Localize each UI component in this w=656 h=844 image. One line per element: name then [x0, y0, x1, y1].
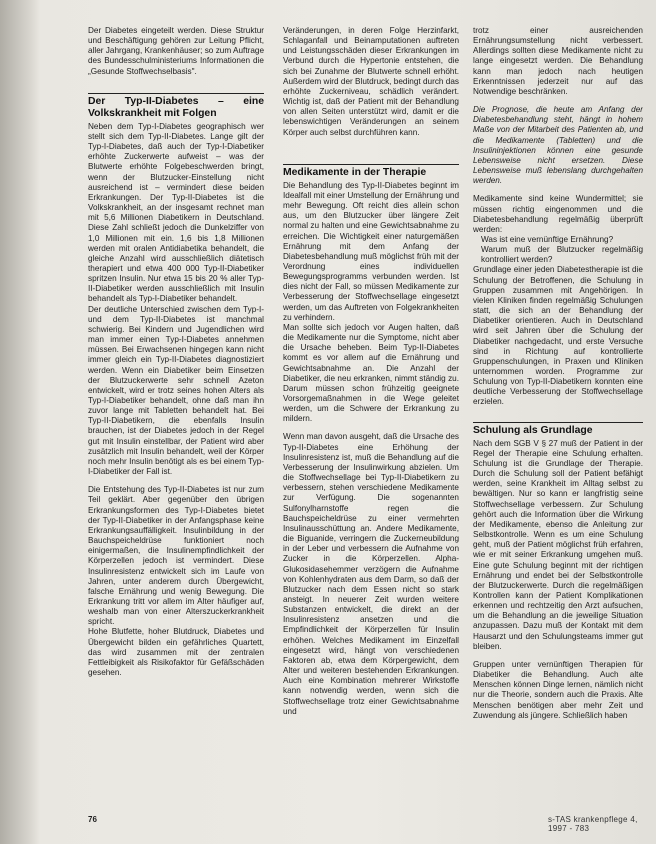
column2-para1: Die Behandlung des Typ-II-Diabetes beginnt im Idealfall mit einer Umstellung der Ernährung und mehr Bewegung. Oft reicht dies allein schon aus, um den Blutzucker über längere Zeit normal zu halten und eine Gewichtsabnahme zu erreichen. Die Wichtigkeit einer naturgemäßen Ernährung mit dem Anfang der Diabetesbehandlung muß möglichst früh mit der Verordnung eines individuellen Bewegungsprogramms verbunden werden. Ist dies nicht der Fall, so müssen Medikamente zur Verbesserung der Stoffwechsellage eingesetzt werden, um das Auftreten von Folgekrankheiten zu verhindern.	[283, 180, 459, 322]
column3-para2: Grundlage einer jeden Diabetestherapie ist die Schulung der Betroffenen, die Schulung in Gruppen zusammen mit Angehörigen. In vielen Kliniken finden regelmäßig Schulungen statt, die sich an der Behandlung der Diabetiker orientieren. Auch in Deutschland wird seit Jahren über die Schulung der Diabetiker nachgedacht, und erste Versuche sind in Richtung auf kontrollierte Gruppenschulungen, in Praxen und Kliniken unternommen worden. Programme zur Schulung von Typ-II-Diabetikern konnten eine deutliche Verbesserung der Stoffwechsellage erzielen.	[473, 265, 643, 407]
column1-para1: Neben dem Typ-I-Diabetes geographisch wer stellt sich dem Typ-II-Diabetes. Lange gilt der Typ-I-Diabetes, daß auch der Typ-I-Diabetiker erhöhte Zuckerwerte aufweist – was der Blutwerte erhöhte Folgebeschwerden bringt, wenn der Blutzucker-Einstellung nicht ausreichend ist – vermindert diese beiden Erkrankungen. Der Typ-II-Diabetes ist die Volkskrankheit, an der insgesamt rechnet man mit 5,6 Millionen Diabetikern in Deutschland. Diese Zahl schließt jedoch die Dunkelziffer von 1,0 Millionen mit ein. 1,6 bis 1,8 Millionen werden mit oralen Antidiabetika behandelt, die gleiche Anzahl wird ausschließlich diätetisch therapiert und etwa 400 000 Typ-II-Diabetiker spritzen Insulin. Nur etwa 15 bis 20 % aller Typ-II-Diabetiker werden ausschließlich mit Insulin behandelt als Typ-I-Diabetiker behandelt.	[88, 121, 264, 304]
column1-para2: Der deutliche Unterschied zwischen dem Typ-I- und dem Typ-II-Diabetes ist manchmal schwierig. Bei Kindern und Jugendlichen wird man immer einen Typ-I-Diabetes annehmen müssen. Bei Erwachsenen hingegen kann nicht immer gleich ein Typ-II-Diabetes diagnostiziert werden. Wenn ein Diabetiker beim Einsetzen der Blutzuckerwerte sehr schnell Azeton entwickelt, wird er trotz seines hohen Alters als Typ-I-Diabetiker behandelt, ohne daß man ihn zuvor lange mit Tabletten behandelt hat. Bei Typ-II-Diabetikern, die ebenfalls Insulin brauchen, ist der Diabetes jedoch in der Regel gut mit Insulin einstellbar, der Patient wird aber zusätzlich mit Insulin behandelt, weil der Körper noch mehr Insulin benötigt als es bei einem Typ-I-Diabetiker der Fall ist.	[88, 304, 264, 477]
page-number: 76	[88, 815, 97, 824]
column2-para3: Wenn man davon ausgeht, daß die Ursache des Typ-II-Diabetes eine Erhöhung der Insulinresistenz ist, muß die Behandlung auf die Verbesserung der Insulinwirkung abzielen. Um die Stoffwechsellage bei Typ-II-Diabetikern zu verbessern, stehen verschiedene Medikamente zur Verfügung. Die sogenannten Sulfonylharnstoffe regen die Bauchspeicheldrüse zu einer vermehrten Insulinausschüttung an. Andere Medikamente, die Biguanide, verringern die Zuckerneubildung in der Leber und verbessern die Aufnahme von Zucker in die Körperzellen. Alpha-Glukosidasehemmer verzögern die Aufnahme von Kohlenhydraten aus dem Darm, so daß der Blutzucker nach dem Essen nicht so stark ansteigt. In neuerer Zeit wurden weitere Substanzen entwickelt, die direkt an der Insulinresistenz ansetzen und die Empfindlichkeit der Körperzellen für Insulin erhöhen. Welches Medikament im Einzelfall eingesetzt wird, hängt von verschiedenen Faktoren ab, etwa dem Körpergewicht, dem Alter und weiteren bestehenden Erkrankungen. Auch eine Kombination mehrerer Wirkstoffe kann notwendig werden, wenn sich die Stoffwechsellage trotz einer Gewichtsabnahme und	[283, 432, 459, 716]
journal-source: s-TAS krankenpflege 4, 1997 - 783	[548, 815, 638, 833]
column-2	[283, 0, 459, 806]
section-rule	[473, 422, 643, 423]
heading-typ2-diabetes: Der Typ-II-Diabetes – eine Volkskrankheit mit Folgen	[88, 95, 264, 119]
column-3	[473, 0, 643, 806]
column3-para4: Gruppen unter vernünftigen Therapien für Diabetiker die Behandlung. Auch alte Menschen können Dinge lernen, nämlich nicht nur die Theorie, sondern auch die Praxis. Alte Menschen benötigen aber mehr Zeit und Zuwendung als jüngere. Schließlich haben	[473, 659, 643, 720]
page-binding-shadow	[0, 0, 40, 844]
column1-para3: Die Entstehung des Typ-II-Diabetes ist nur zum Teil geklärt. Aber gegenüber den übrigen Erkrankungsformen des Typ-I-Diabetes bietet der Typ-II-Diabetiker in der Anfangsphase keine Erkrankungsauffälligkeit. Insulinbildung in der Bauchspeicheldrüse funktioniert noch einigermaßen, die Insulinempfindlichkeit der Körperzellen jedoch ist vermindert. Diese Insulinresistenz entwickelt sich im Laufe von Jahren, unter anderem durch Übergewicht, falsche Ernährung und wenig Bewegung. Die Erkrankung tritt vor allem im Alter häufiger auf, weshalb man von einer Alterszuckerkrankheit spricht.	[88, 485, 264, 627]
column1-para4: Hohe Blutfette, hoher Blutdruck, Diabetes und Übergewicht bilden ein gefährliches Quartett, das wird zusammen mit der zentralen Fettleibigkeit als Risikofaktor für Gefäßschäden gesehen.	[88, 627, 264, 678]
heading-schulung: Schulung als Grundlage	[473, 424, 593, 436]
column3-para3: Nach dem SGB V § 27 muß der Patient in der Regel der Therapie eine Schulung erhalten. Schulung ist die Grundlage der Therapie. Durch die Schulung soll der Patient befähigt werden, seine Krankheit im Alltag selbst zu bewältigen. Nur so kann er langfristig seine Stoffwechsellage verbessern. Zur Schulung gehört auch die Information über die Wirkung der Medikamente, ebenso die Anleitung zur Selbstkontrolle. Wenn es um eine Schulung geht, muß der Patient möglichst früh erfahren, wie er mit seiner Erkrankung umgehen muß. Eine gute Schulung beginnt mit der richtigen Ernährung und endet bei der Selbstkontrolle der Blutzuckerwerte. Durch die regelmäßigen Kontrollen kann der Patient Komplikationen erkennen und rechtzeitig den Arzt aufsuchen, um die Behandlung an die jeweilige Situation anzupassen. Dazu muß der Kontakt mit dem Hausarzt und den Schulungsteams immer gut bleiben.	[473, 438, 643, 651]
heading-medikamente: Medikamente in der Therapie	[283, 166, 427, 178]
column2-para2: Man sollte sich jedoch vor Augen halten, daß die Medikamente nur die Symptome, nicht aber die Ursache beheben. Beim Typ-II-Diabetes kommt es vor allem auf die Ernährung und Gewichtsabnahme an. Die Anzahl der Diabetiker, die neu erkranken, nimmt ständig zu. Darum müssen schon frühzeitig geeignete Vorsorgemaßnahmen in die Wege geleitet werden, um die Schwere der Erkrankung zu mildern.	[283, 322, 459, 424]
pull-quote: Die Prognose, die heute am Anfang der Diabetesbehandlung steht, hängt in hohem Maße von der Mitarbeit des Patienten ab, und die Medikamente (Tabletten) und die Insulininjektionen können eine gesunde Lebensweise nicht ersetzen. Diese Lebensweise muß lebenslang durchgehalten werden.	[473, 105, 643, 186]
column1-intro: Der Diabetes eingeteilt werden. Diese Struktur und Beschäftigung gehören zur Leitung Pflicht, aller Jahrgang, Krankenhäuser; so zum Auftrage des Bundesschulministeriums Informationen die „Gesunde Stoffwechselbasis".	[88, 26, 264, 76]
column3-intro: trotz einer ausreichenden Ernährungsumstellung nicht verbessert. Allerdings sollten diese Medikamente nicht zu lange eingesetzt werden. Die Behandlung kann man jedoch nach heutigen Erkenntnissen jederzeit nur auf das Notwendige beschränken.	[473, 26, 643, 96]
column-1	[88, 0, 264, 806]
column3-para1: Medikamente sind keine Wundermittel; sie müssen richtig eingenommen und die Diabetesbehandlung regelmäßig überprüft werden:	[473, 194, 643, 234]
column2-intro: Veränderungen, in deren Folge Herzinfarkt, Schlaganfall und Beinamputationen auftreten und Leistungsschäden dieser Erkrankungen im Verbund durch die Hypertonie entstehen, die sich bei Zunahme der Blutwerte schnell erhöht. Außerdem wird der Blutdruck, bedingt durch das erhöhte Zuckerniveau, schädlich verändert. Wichtig ist, daß der Patient mit der Behandlung von allen Seiten unterstützt wird, damit er die lebenswichtigen Veränderungen an seinem Körper auch selbst durchführen kann.	[283, 26, 459, 137]
section-rule	[88, 93, 264, 94]
bullet-item: Warum muß der Blutzucker regelmäßig kontrolliert werden?	[481, 245, 643, 265]
section-rule	[283, 164, 459, 165]
bullet-item: Was ist eine vernünftige Ernährung?	[481, 234, 614, 244]
